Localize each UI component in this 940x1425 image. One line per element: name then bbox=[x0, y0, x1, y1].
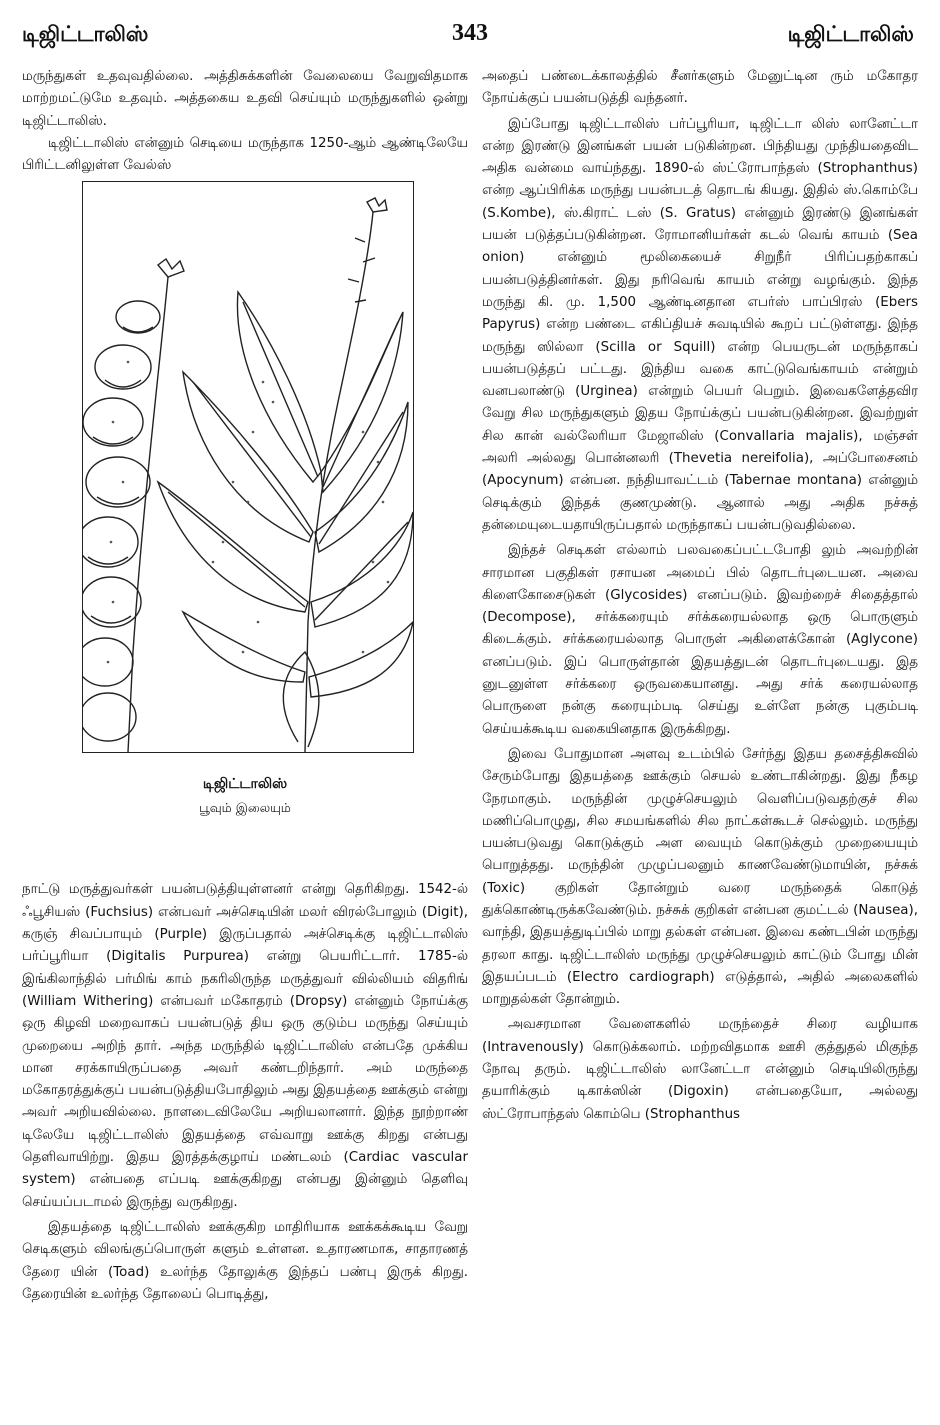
running-header-right: டிஜிட்டாலிஸ் bbox=[787, 22, 914, 46]
paragraph: அவசரமான வேளைகளில் மருந்தைச் சிரை வழியாக (Intravenously) கொடுக்கலாம். மற்றவிதமாக ஊசி குத்துதல் மிகுந்த நோவு தரும். டிஜிட்டாலிஸ் லானேட்டா என்னும் செடியிலிருந்து தயாரிக்கும் டிகாக்ஸின் (Digoxin) என்பதையோ, அல்லது ஸ்ட்ரோபாந்தஸ் கொம்பெ (Strophanthus bbox=[482, 1017, 918, 1122]
paragraph: அதைப் பண்டைக்காலத்தில் சீனர்களும் மேனுட்டின ரும் மகோதர நோய்க்குப் பயன்படுத்தி வந்தனர். bbox=[482, 69, 918, 107]
paragraph: இவை போதுமான அளவு உடம்பில் சேர்ந்து இதய தசைத்திசுவில் சேரும்போது இதயத்தை ஊக்கும் செயல் உண்டாகின்றது. இது நீகழ நேரமாகும். மருந்தின் முழுச்செயலும் வெளிப்படுவதற்குச் சில மணிப்பொழுது, சில சமயங்களில் சில நாட்கள்கூடச் செல்லும். மருந்து பயன்படுவது கொடுக்கும் அள வையும் கொடுக்கும் முறையையும் பொறுத்தது. மருந்தின் முழுப்பலனும் காணவேண்டுமாயின், நச்சுக் (Toxic) குறிகள் தோன்றும் வரை மருந்தைக் கொடுத் துக்கொண்டிருக்கவேண்டும். நச்சுக் குறிகள் என்பன குமட்டல் (Nausea), வாந்தி, இதயத்துடிப்பில் மாறு தல்கள் என்பன. இவை கண்டபின் மருந்து தரலா காது. டிஜிட்டாலிஸ் மருந்து முழுச்செயலும் காட்டும் போது மின் இதயப்படம் (Electro cardiograph) எடுத்தால், அதில் அலைகளில் மாறுதல்கள் தோன்றும். bbox=[482, 746, 918, 1008]
paragraph: இந்தச் செடிகள் எல்லாம் பலவகைப்பட்டபோதி லும் அவற்றின் சாரமான பகுதிகள் ரசாயன அமைப் பில் தொடர்புடையன. அவை கிளைகோசைடுகள் (Glycosides) எனப்படும். இவற்றைச் சிதைத்தால் (Decompose), சர்க்கரையும் சர்க்கரையல்லாத ஒரு பொருளும் கிடைக்கும். சர்க்கரையல்லாத பொருள் அகிளைக்கோன் (Aglycone) எனப்படும். இப் பொருள்தான் இதயத்துடன் தொடர்புடையது. இத னுடனுள்ள சர்க்கரை ஒருவகையானது. அது சர்க் கரையல்லாத பொருளை நன்கு கரையும்படி செய்து உள்ளே நன்கு புகும்படி செய்யக்கூடிய வகையினதாக இருக்கிறது. bbox=[482, 543, 918, 737]
paragraph: இப்போது டிஜிட்டாலிஸ் பர்ப்பூரியா, டிஜிட்டா லிஸ் லானேட்டா என்ற இரண்டு இனங்கள் பயன் படுகின்றன. பிந்தியது முந்தியதைவிட அதிக வன்மை வாய்ந்தது. 1890-ல் ஸ்ட்ரோபாந்தஸ் (Strophanthus) என்ற ஆப்பிரிக்க மருந்து பயன்படத் தொடங் கியது. இதில் ஸ்.கொம்பே (S.Kombe), ஸ்.கிராட் டஸ் (S. Gratus) என்னும் இரண்டு இனங்கள் பயன் படுத்தப்படுகின்றன. ரோமானியர்கள் கடல் வெங் காயம் (Sea onion) என்னும் மூலிகையைச் சிறுநீர் பிரிப்பதற்காகப் பயன்படுத்தினர்கள். இது நரிவெங் காயம் என்று வழங்கும். இந்த மருந்து கி. மு. 1,500 ஆண்டினதான எபர்ஸ் பாப்பிரஸ் (Ebers Papyrus) என்ற பண்டை எகிப்தியச் சுவடியில் கூறப் பட்டுள்ளது. இந்த மருந்து ஸில்லா (Scilla or Squill) என்ற பெயருடன் மருந்தாகப் பயன்படுத்தப் பட்டது. இந்திய வகை காட்டுவெங்காயம் என்றும் வனபலாண்டு (Urginea) என்றும் பெயர் பெறும். இவைகளேத்தவிர வேறு சில மருந்துகளும் இதய நோய்க்குப் பயன்படுகின்றன. இவற்றுள் சில கான் வல்லேரியா மேஜாலிஸ் (Convallaria majalis), மஞ்சள் அலரி அல்லது பொன்னலரி (Thevetia nereifolia), அப்போசைனம் (Apocynum) என்பன. நந்தியாவட்டம் (Tabernae montana) என்னும் செடிக்கும் இந்தக் குணமுண்டு. ஆனால் அது அதிக நச்சுத் தன்மையுடையதாயிருப்பதால் மருந்தாகப் பயன்படுவதில்லை. bbox=[482, 116, 918, 533]
running-header-left: டிஜிட்டாலிஸ் bbox=[22, 22, 149, 46]
figure-caption-subtitle: பூவும் இலையும் bbox=[199, 800, 291, 816]
figure bbox=[22, 181, 468, 879]
paragraph: இதயத்தை டிஜிட்டாலிஸ் ஊக்குகிற மாதிரியாக ஊக்கக்கூடிய வேறு செடிகளும் விலங்குப்பொருள் களும் உள்ளன. உதாரணமாக, சாதாரணத் தேரை யின் (Toad) உலர்ந்த தோலுக்கு இந்தப் பண்பு இருக் கிறது. தேரையின் உலர்ந்த தோலைப் பொடித்து, bbox=[22, 1219, 468, 1302]
left-column bbox=[22, 66, 468, 1306]
paragraph: மருந்துகள் உதவுவதில்லை. அத்திசுக்களின் வேலையை வேறுவிதமாக மாற்றமட்டுமே உதவும். அத்தகைய உதவி செய்யும் மருந்துகளில் ஒன்று டிஜிட்டாலிஸ். bbox=[22, 69, 468, 129]
figure-caption-title: டிஜிட்டாலிஸ் bbox=[202, 776, 288, 793]
paragraph: டிஜிட்டாலிஸ் என்னும் செடியை மருந்தாக 1250-ஆம் ஆண்டிலேயே பிரிட்டனிலுள்ள வேல்ஸ் bbox=[22, 135, 468, 174]
paragraph: நாட்டு மருத்துவர்கள் பயன்படுத்தியுள்ளனர் என்று தெரிகிறது. 1542-ல் ஃபூசியஸ் (Fuchsius) என்பவர் அச்செடியின் மலர் விரல்போலும் (Digit), கருஞ் சிவப்பாயும் (Purple) இருப்பதால் அச்செடிக்கு டிஜிட்டாலிஸ் பர்ப்பூரியா (Digitalis Purpurea) என்று பெயரிட்டார். 1785-ல் இங்கிலாந்தில் பர்மிங் காம் நகரிலிருந்த மருத்துவர் வில்லியம் விதரிங் (William Withering) என்பவர் மகோதரம் (Dropsy) என்னும் நோய்க்கு ஒரு கிழவி மறைவாகப் பயன்படுத் திய ஒரு குடும்ப மருந்து செய்யும் முறையை அறிந் தார். அந்த மருந்தில் டிஜிட்டாலிஸ் என்பதே முக்கிய மான சரக்காயிருப்பதை அவர் கண்டறிந்தார். அம் மருந்தை மகோதரத்துக்குப் பயன்படுத்தியபோதிலும் அது இதயத்தை ஊக்கும் என்று அவர் அறியவில்லை. நாளடைவிலேயே அறியலானார். இந்த நூற்றாண் டிலேயே டிஜிட்டாலிஸ் இதயத்தை எவ்வாறு ஊக்கு கிறது என்பது தெளிவாயிற்று. இதய இரத்தக்குழாய் மண்டலம் (Cardiac vascular system) என்பதை எப்படி ஊக்குகிறது என்பது இன்னும் தெளிவு செய்யப்படாமல் இருந்து வருகிறது. bbox=[22, 882, 468, 1210]
digitalis-plant-illustration bbox=[82, 181, 414, 753]
page-number: 343 bbox=[452, 20, 488, 46]
right-column bbox=[482, 66, 918, 1126]
